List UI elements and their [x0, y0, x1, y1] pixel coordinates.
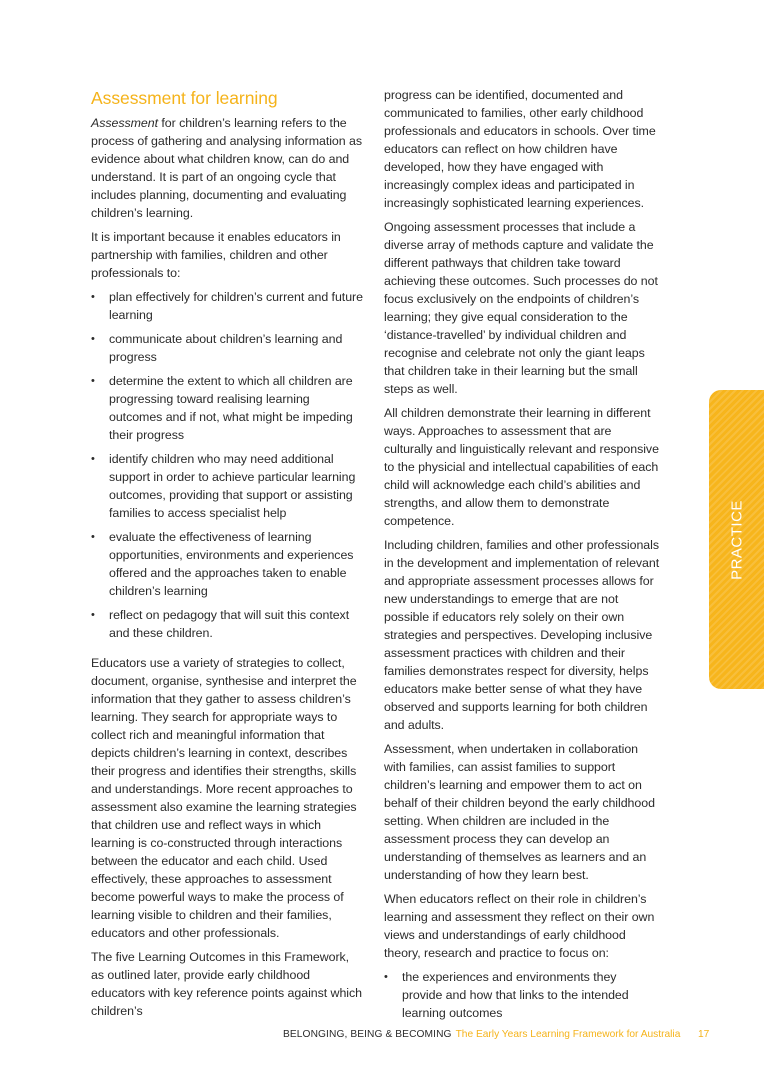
footer-subtitle: The Early Years Learning Framework for Australia: [455, 1029, 681, 1040]
section-tab-practice: [709, 390, 764, 689]
purpose-list: [91, 288, 363, 642]
outcomes-paragraph: The five Learning Outcomes in this Framework, as outlined later, provide early childhood educators with key reference points against which children’s: [91, 950, 362, 1018]
intro-paragraph: [91, 114, 363, 222]
page-number: 17: [698, 1029, 710, 1040]
intro-text: for children’s learning refers to the process of gathering and analysing information as evidence about what children know, can do and understand. It is part of an ongoing cycle that includes planning, documenting and evaluating children’s learning.: [91, 116, 362, 220]
right-column: [384, 86, 660, 1028]
section-heading: Assessment for learning: [91, 88, 278, 108]
inclusion-paragraph: Including children, families and other professionals in the development and implementation of relevant and appropriate assessment processes allows for new understandings to emerge that are not possible if educators rely solely on their own strategies and perspectives. Developing inclusive assessment practices with children and their families demonstrates respect for diversity, helps educators make better sense of what they have observed and supports learning for both children and adults.: [384, 538, 660, 732]
list-item: • plan effectively for children’s current and future learning: [91, 288, 363, 324]
left-column: [91, 86, 363, 1026]
list-item: • reflect on pedagogy that will suit this context and these children.: [91, 606, 363, 642]
reflection-list: [384, 968, 660, 1022]
diversity-paragraph: All children demonstrate their learning in different ways. Approaches to assessment that are culturally and linguistically relevant and responsive to the physicial and intellectual capabilities of each child will acknowledge each child’s abilities and strengths, and allow them to demonstrate competence.: [384, 406, 659, 528]
list-item: • determine the extent to which all children are progressing toward realising learning outcomes and if not, what might be impeding their progress: [91, 372, 363, 444]
reflection-paragraph: When educators reflect on their role in children’s learning and assessment they reflect on their own views and understandings of early childhood theory, research and practice to focus on:: [384, 892, 655, 960]
strategies-paragraph: Educators use a variety of strategies to collect, document, organise, synthesise and interpret the information that they gather to assess children’s learning. They search for appropriate ways to collect rich and meaningful information that depicts children’s learning in context, describes their progress and identifies their strengths, skills and understandings. More recent approaches to assessment also examine the learning strategies that children use and reflect ways in which learning is co-constructed through interactions between the educator and each child. Used effectively, these approaches to assessment become powerful ways to make the process of learning visible to children and their families, educators and other professionals.: [91, 656, 357, 940]
section-tab-label: PRACTICE: [728, 499, 745, 580]
intro-italic-term: Assessment: [91, 116, 158, 130]
page-footer: [283, 1029, 710, 1040]
progress-paragraph: progress can be identified, documented and communicated to families, other early childhood professionals and educators in schools. Over time educators can reflect on how children have developed, how they have engaged with increasingly complex ideas and participated in increasingly sophisticated learning experiences.: [384, 88, 656, 210]
ongoing-assessment-paragraph: Ongoing assessment processes that include a diverse array of methods capture and validate the different pathways that children take toward achieving these outcomes. Such processes do not focus exclusively on the endpoints of children’s learning; they give equal consideration to the ‘distance-travelled’ by individual children and recognise and celebrate not only the giant leaps that children take in their learning but the small steps as well.: [384, 220, 658, 396]
list-item: • evaluate the effectiveness of learning opportunities, environments and experiences offered and the approaches taken to enable children’s learning: [91, 528, 363, 600]
list-item: • communicate about children’s learning and progress: [91, 330, 363, 366]
collaboration-paragraph: Assessment, when undertaken in collaboration with families, can assist families to support children’s learning and empower them to act on behalf of their children beyond the early childhood setting. When children are included in the assessment process they can develop an understanding of themselves as learners and an understanding of how they learn best.: [384, 742, 655, 882]
list-item: • identify children who may need additional support in order to achieve particular learning outcomes, providing that support or assisting families to access specialist help: [91, 450, 363, 522]
footer-book-title: BELONGING, BEING & BECOMING: [283, 1029, 452, 1040]
list-item: • the experiences and environments they provide and how that links to the intended learning outcomes: [384, 968, 660, 1022]
purpose-paragraph: It is important because it enables educators in partnership with families, children and other professionals to:: [91, 230, 341, 280]
